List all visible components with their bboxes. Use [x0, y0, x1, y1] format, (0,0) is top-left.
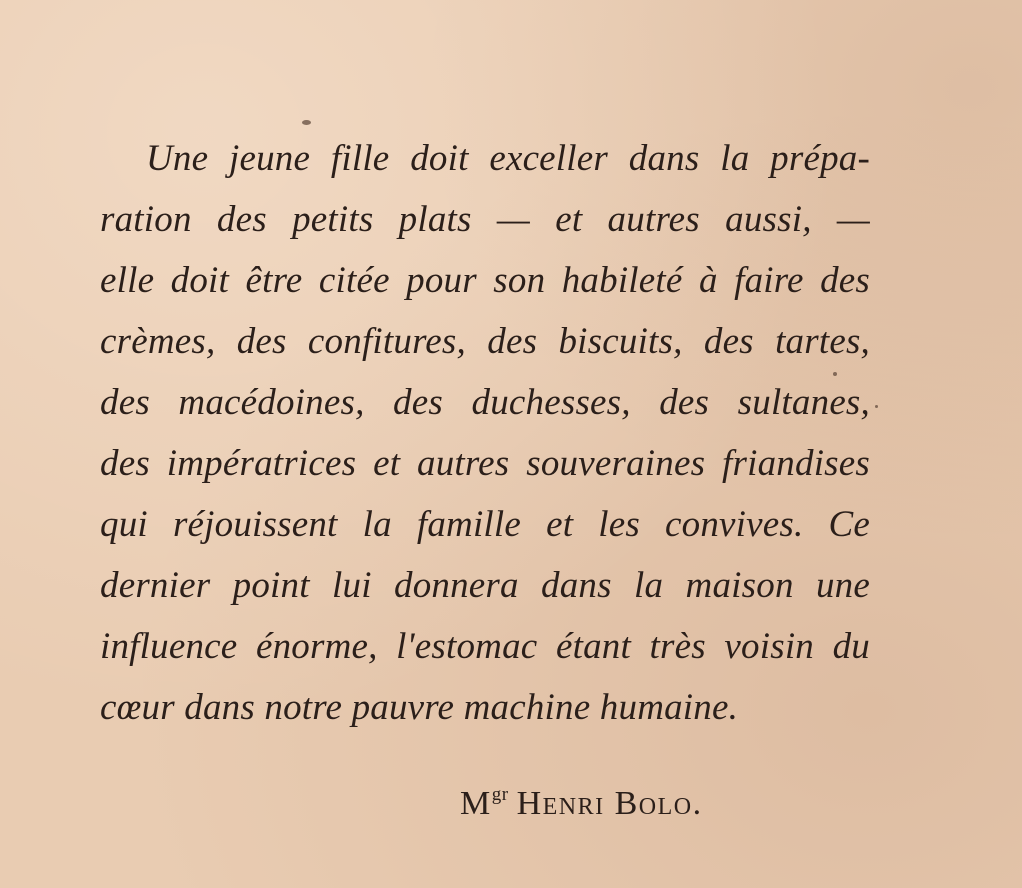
quote-line: qui réjouissent la famille et les convives. Ce [100, 504, 870, 545]
quote-line: dernier point lui donnera dans la maison une [100, 565, 870, 606]
author-signature [460, 770, 703, 820]
quote-line: influence énorme, l'estomac étant très voisin du [100, 626, 870, 667]
quote-line: des macédoines, des duchesses, des sultanes, [100, 382, 870, 423]
quote-line: ration des petits plats — et autres aussi, — [100, 199, 870, 240]
quote-line: des impératrices et autres souveraines friandises [100, 443, 870, 484]
quote-line: cœur dans notre pauvre machine humaine. [100, 687, 739, 728]
signature-title-superscript: gr [491, 784, 509, 805]
ink-speck [302, 120, 311, 125]
quote-paragraph [100, 128, 870, 738]
quote-line: Une jeune fille doit exceller dans la prépa- [146, 138, 870, 179]
signature-title: M [460, 785, 492, 822]
quote-line: crèmes, des confitures, des biscuits, des tartes, [100, 321, 870, 362]
quote-line: elle doit être citée pour son habileté à faire des [100, 260, 870, 301]
signature-name: Henri Bolo. [516, 785, 703, 822]
ink-speck [875, 405, 878, 408]
